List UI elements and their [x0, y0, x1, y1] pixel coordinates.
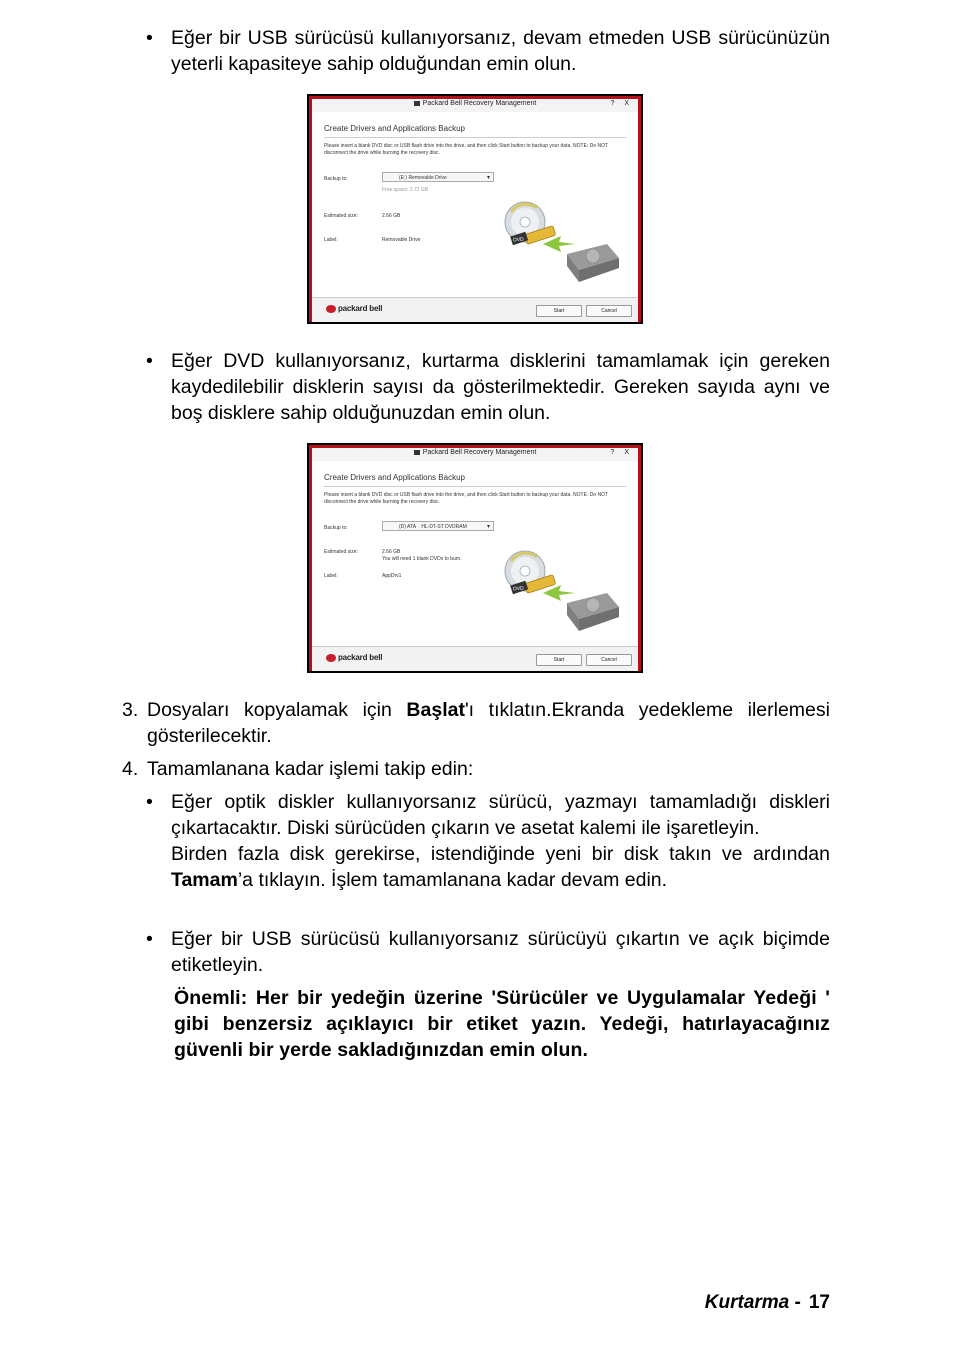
recovery-window-dvd: [307, 443, 643, 673]
hard-drive-icon: [567, 593, 619, 631]
window-titlebar: [312, 99, 638, 112]
bullet-dot: •: [146, 928, 153, 950]
dialog-heading: Create Drivers and Applications Backup: [324, 124, 465, 133]
hard-drive-icon: [567, 244, 619, 282]
app-icon: [414, 101, 420, 106]
bullet-dvd-count: Eğer DVD kullanıyorsanız, kurtarma disklerini tamamlamak için gereken kaydedilebilir disklerin sayısı da gösterilmektedir. Gereken sayıda aynı ve boş disklere sahip olduğunuzdan emin olun.: [171, 350, 830, 424]
b1-pre: Birden fazla disk gerekirse, istendiğinde yeni bir disk takın ve ardından: [171, 843, 830, 865]
label-value: AppDrv1: [382, 573, 402, 579]
bullet-optical-discs: [171, 789, 830, 893]
recovery-window-usb: [307, 94, 643, 324]
app-icon: [414, 450, 420, 455]
step-3-text: [147, 697, 830, 749]
start-button[interactable]: Start: [536, 305, 582, 317]
b1-post: ’a tıklayın. İşlem tamamlanana kadar devam edin.: [237, 869, 668, 891]
backup-to-value: (E:) Removable Drive: [399, 175, 447, 181]
bullet-dot: •: [146, 350, 153, 372]
bullet-usb-label: Eğer bir USB sürücüsü kullanıyorsanız sürücüyü çıkartın ve açık biçimde etiketleyin.: [171, 928, 830, 976]
bullet-dot: •: [146, 791, 153, 813]
estimated-size-note: You will need 1 blank DVDs to burn.: [382, 556, 462, 562]
window-controls[interactable]: ? X: [610, 100, 633, 107]
dialog-footer: [312, 297, 638, 322]
packard-bell-logo: [326, 304, 382, 313]
label-label: Label:: [324, 237, 338, 243]
step-3-post: 'ı tıklatın.Ekranda yedekleme ilerlemesi gösterilecektir.: [147, 699, 830, 747]
backup-illustration: [497, 196, 627, 286]
svg-text:DVD: DVD: [512, 585, 524, 593]
chevron-down-icon: ▾: [486, 175, 490, 181]
arrow-icon: [543, 236, 575, 252]
brand-text: packard bell: [338, 304, 383, 313]
page-number: 17: [808, 1292, 830, 1313]
estimated-size-label: Estimated size:: [324, 549, 358, 555]
window-titlebar: [312, 448, 638, 461]
ok-keyword: Tamam: [171, 869, 238, 891]
window-title: Packard Bell Recovery Management: [422, 100, 537, 107]
logo-icon: [326, 305, 336, 313]
important-note: Önemli: Her bir yedeğin üzerine 'Sürücüler ve Uygulamalar Yedeği ' gibi benzersiz açıklayıcı bir etiket yazın. Yedeği, hatırlayacağınız güvenli bir yerde sakladığınızdan emin olun.: [174, 987, 830, 1061]
backup-to-select[interactable]: [382, 172, 494, 182]
backup-to-label: Backup to:: [324, 525, 348, 531]
arrow-icon: [543, 585, 575, 601]
cancel-button[interactable]: Cancel: [586, 305, 632, 317]
brand-text: packard bell: [338, 653, 383, 662]
step-number: 3.: [122, 699, 139, 721]
step-3-pre: Dosyaları kopyalamak için: [147, 699, 407, 721]
window-controls[interactable]: ? X: [610, 449, 633, 456]
svg-text:DVD: DVD: [512, 236, 524, 244]
dialog-instructions: Please insert a blank DVD disc or USB flash drive into the drive, and then click Start button to backup your data. NOTE: Do NOT disconnect the drive while burning the recovery disc.: [324, 492, 608, 505]
start-button[interactable]: Start: [536, 654, 582, 666]
label-label: Label:: [324, 573, 338, 579]
packard-bell-logo: [326, 653, 382, 662]
dialog-instructions: Please insert a blank DVD disc or USB flash drive into the drive, and then click Start button to backup your data. NOTE: Do NOT disconnect the drive while burning the recovery disc.: [324, 143, 608, 156]
dialog-heading: Create Drivers and Applications Backup: [324, 473, 465, 482]
estimated-size-label: Estimated size:: [324, 213, 358, 219]
cancel-button[interactable]: Cancel: [586, 654, 632, 666]
logo-icon: [326, 654, 336, 662]
backup-to-value: (D) ATA HL-DT-ST DVDRAM: [399, 524, 467, 530]
bullet-optical-line2: [171, 841, 830, 893]
footer-section: Kurtarma -: [704, 1292, 801, 1313]
label-value: Removable Drive: [382, 237, 421, 243]
free-space: Free space: 3.72 GB: [382, 187, 429, 193]
bullet-optical-line1: Eğer optik diskler kullanıyorsanız sürücü, yazmayı tamamladığı diskleri çıkartacaktır. Diski sürücüden çıkarın ve asetat kalemi ile işaretleyin.: [171, 791, 830, 839]
estimated-size-value: 2.66 GB: [382, 549, 401, 555]
window-title: Packard Bell Recovery Management: [422, 449, 537, 456]
estimated-size-value: 2.66 GB: [382, 213, 401, 219]
backup-to-select[interactable]: [382, 521, 494, 531]
dialog-footer: [312, 646, 638, 671]
chevron-down-icon: ▾: [486, 524, 490, 530]
step-number: 4.: [122, 758, 139, 780]
start-keyword: Başlat: [406, 699, 465, 721]
backup-illustration: [497, 545, 627, 635]
bullet-usb-capacity: Eğer bir USB sürücüsü kullanıyorsanız, devam etmeden USB sürücünüzün yeterli kapasiteye sahip olduğundan emin olun.: [171, 27, 830, 75]
step-4-text: Tamamlanana kadar işlemi takip edin:: [147, 758, 474, 780]
bullet-dot: •: [146, 27, 153, 49]
page-footer: [705, 1292, 830, 1314]
backup-to-label: Backup to:: [324, 176, 348, 182]
